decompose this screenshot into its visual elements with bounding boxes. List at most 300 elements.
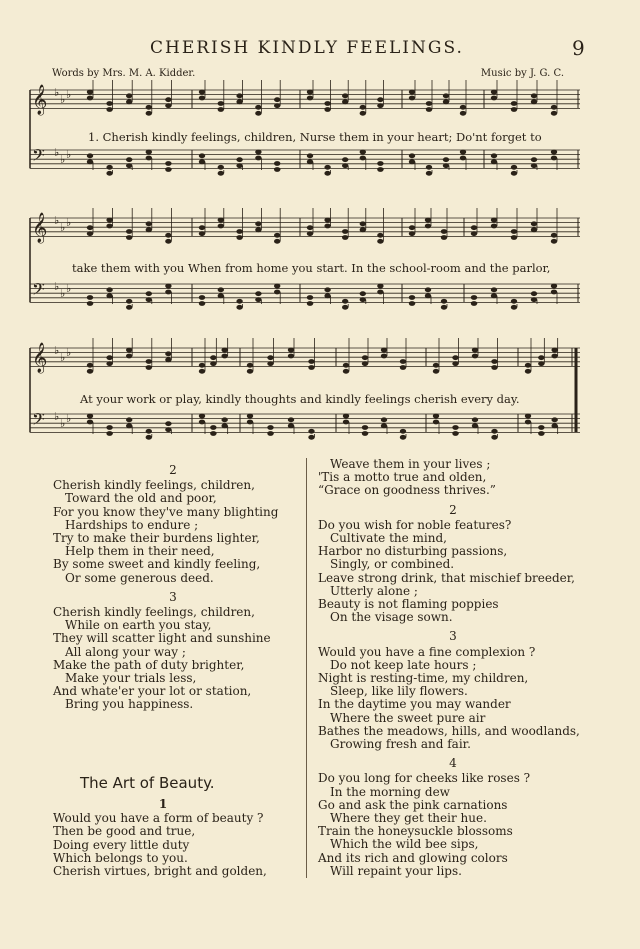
note-head [511,299,517,304]
note-head [106,165,112,170]
flat-icon: ♭ [54,214,60,227]
note-head [324,107,330,112]
note-head [443,157,449,162]
note-head [324,224,330,229]
note-head [342,229,348,234]
flat-icon: ♭ [60,417,66,430]
note-head [87,363,93,368]
verse-line: Where the sweet pure air [330,710,486,725]
note-head [274,167,280,172]
note-head [274,103,280,108]
note-head [441,235,447,240]
note-head [126,93,132,98]
note-head [165,357,171,362]
verse-line: Doing every little duty [53,837,190,852]
note-head [255,111,261,116]
flat-icon: ♭ [60,221,66,234]
flat-icon: ♭ [60,93,66,106]
note-head [87,301,93,306]
note-head [106,107,112,112]
note-head [343,363,349,368]
note-head [247,363,253,368]
verses-right-column [318,458,588,878]
note-head [538,361,544,366]
note-head [247,369,253,374]
note-head [525,369,531,374]
note-head [236,99,242,104]
note-head [87,369,93,374]
flat-icon: ♭ [66,346,72,359]
note-head [87,231,93,236]
note-head [199,231,205,236]
note-head [218,287,224,292]
note-head [452,361,458,366]
note-head [511,107,517,112]
note-head [381,348,387,353]
note-head [400,435,406,440]
note-head [531,221,537,226]
note-head [531,157,537,162]
note-head [307,301,313,306]
flat-icon: ♭ [54,146,60,159]
flat-icon: ♭ [60,287,66,300]
note-head [362,425,368,430]
note-head [471,301,477,306]
note-head [199,369,205,374]
note-head [236,235,242,240]
note-head [324,165,330,170]
note-head [87,159,93,164]
note-head [307,96,313,101]
note-head [308,435,314,440]
verse-line: And whate'er your lot or station, [53,684,252,699]
bass-clef-icon: 𝄢 [32,145,45,169]
note-head [274,161,280,166]
note-head [255,291,261,296]
verse-line: All along your way ; [65,644,186,659]
note-head [236,157,242,162]
verse-line: Do you wish for noble features? [318,517,512,532]
note-head [452,431,458,436]
note-head [377,97,383,102]
note-head [551,417,557,422]
note-head [409,225,415,230]
note-head [288,417,294,422]
note-head [531,99,537,104]
verse-line: Utterly alone ; [330,583,418,598]
note-head [218,101,224,106]
note-head [342,235,348,240]
note-head [433,420,439,425]
note-head [106,431,112,436]
note-head [381,417,387,422]
note-head [472,354,478,359]
note-head [199,90,205,95]
note-head [471,225,477,230]
note-head [146,359,152,364]
note-head [452,355,458,360]
verse-line: Bring you happiness. [65,697,194,712]
note-head [511,305,517,310]
note-head [307,153,313,158]
note-head [106,287,112,292]
note-head [460,111,466,116]
note-head [491,96,497,101]
page-number: 9 [572,36,585,60]
verse-line: For you know they've many blighting [53,504,279,519]
note-head [472,423,478,428]
note-head [377,103,383,108]
treble-clef-icon: 𝄞 [32,213,48,243]
note-head [538,355,544,360]
note-head [210,425,216,430]
note-head [409,96,415,101]
note-head [400,359,406,364]
note-head [199,301,205,306]
note-head [525,363,531,368]
note-head [441,305,447,310]
note-head [551,111,557,116]
note-head [400,429,406,434]
stanza-number: 3 [169,589,177,604]
column-divider [306,458,307,878]
flat-icon: ♭ [60,351,66,364]
stanza-number: 2 [449,502,457,517]
note-head [324,287,330,292]
verse-line: Beauty is not flaming poppies [318,597,499,612]
note-head [409,153,415,158]
note-head [126,299,132,304]
note-head [360,111,366,116]
note-head [409,301,415,306]
verse-line: By some sweet and kindly feeling, [53,557,261,572]
note-head [126,229,132,234]
note-head [165,421,171,426]
note-head [426,107,432,112]
note-head [360,221,366,226]
note-head [324,171,330,176]
note-head [199,420,205,425]
note-head [255,297,261,302]
music-credit: Music by J. G. C. [480,68,564,79]
note-head [199,159,205,164]
note-head [267,361,273,366]
note-head [471,231,477,236]
verse-line: Do not keep late hours ; [330,657,477,672]
note-head [433,414,439,419]
lyric-line-2: take them with you When from home you start. In the school-room and the parlor, [72,261,551,275]
note-head [491,90,497,95]
note-head [236,163,242,168]
flat-icon: ♭ [66,88,72,101]
verse-line: On the visage sown. [330,610,453,625]
note-head [255,156,261,161]
note-head [165,427,171,432]
note-head [267,355,273,360]
note-head [342,305,348,310]
note-head [342,99,348,104]
note-head [472,348,478,353]
verse-line: Harbor no disturbing passions, [318,544,508,559]
note-head [221,423,227,428]
note-head [274,239,280,244]
note-head [274,290,280,295]
note-head [307,231,313,236]
note-head [236,299,242,304]
flat-icon: ♭ [60,153,66,166]
note-head [377,239,383,244]
note-head [274,97,280,102]
note-head [360,227,366,232]
flat-icon: ♭ [54,410,60,423]
note-head [525,420,531,425]
note-head [126,354,132,359]
note-head [342,163,348,168]
verse-line: Growing fresh and fair. [330,737,471,752]
note-head [308,365,314,370]
flat-icon: ♭ [66,282,72,295]
note-head [409,159,415,164]
note-head [360,105,366,110]
note-head [218,171,224,176]
note-head [236,229,242,234]
flat-icon: ♭ [54,280,60,293]
verse-line: Make your trials less, [65,671,197,686]
note-head [425,287,431,292]
note-head [106,361,112,366]
verse-line: Do you long for cheeks like roses ? [318,771,531,786]
note-head [126,99,132,104]
note-head [531,297,537,302]
note-head [218,293,224,298]
verse-line: Help them in their need, [65,544,215,559]
note-head [199,363,205,368]
note-head [308,429,314,434]
note-head [324,101,330,106]
note-head [425,293,431,298]
verses-left-column [53,458,293,712]
note-head [126,417,132,422]
note-head [126,423,132,428]
note-head [400,365,406,370]
note-head [126,348,132,353]
note-head [126,305,132,310]
note-head [199,153,205,158]
note-head [199,96,205,101]
note-head [236,93,242,98]
note-head [425,224,431,229]
note-head [199,225,205,230]
note-head [491,224,497,229]
note-head [126,235,132,240]
stanza-number: 3 [449,629,457,644]
note-head [288,423,294,428]
note-head [307,159,313,164]
note-head [247,414,253,419]
note-head [362,355,368,360]
note-head [255,227,261,232]
note-head [274,233,280,238]
note-head [531,291,537,296]
note-head [106,101,112,106]
note-head [511,171,517,176]
note-head [106,171,112,176]
stanza-number: 1 [158,797,168,811]
note-head [452,425,458,430]
note-head [377,161,383,166]
note-head [288,348,294,353]
note-head [126,157,132,162]
note-head [531,227,537,232]
note-head [342,299,348,304]
note-head [218,224,224,229]
note-head [538,431,544,436]
note-head [491,293,497,298]
verse-line: They will scatter light and sunshine [53,631,271,646]
note-head [551,233,557,238]
note-head [531,93,537,98]
note-head [146,297,152,302]
note-head [199,295,205,300]
note-head [165,233,171,238]
note-head [165,161,171,166]
note-head [210,361,216,366]
stanza-number: 4 [449,756,457,771]
bass-clef-icon: 𝄢 [32,409,45,433]
note-head [218,107,224,112]
beauty-title: The Art of Beauty. [80,774,215,792]
note-head [381,423,387,428]
note-head [426,165,432,170]
note-head [511,235,517,240]
verse-line: While on earth you stay, [65,618,212,633]
note-head [491,159,497,164]
note-head [342,93,348,98]
note-head [342,157,348,162]
note-head [511,101,517,106]
note-head [409,295,415,300]
note-head [472,417,478,422]
music-score [0,0,640,460]
note-head [221,417,227,422]
note-head [255,105,261,110]
treble-clef-icon: 𝄞 [32,85,48,115]
note-head [165,103,171,108]
note-head [441,229,447,234]
verse-line: Train the honeysuckle blossoms [318,824,513,839]
note-head [324,218,330,223]
note-head [551,354,557,359]
note-head [443,163,449,168]
note-head [307,225,313,230]
note-head [433,369,439,374]
verse-line: Night is resting-time, my children, [318,671,529,686]
note-head [146,156,152,161]
note-head [146,111,152,116]
note-head [255,150,261,155]
note-head [126,163,132,168]
note-head [210,431,216,436]
note-head [460,105,466,110]
note-head [460,150,466,155]
verse-line: Will repaint your lips. [330,863,462,878]
note-head [146,291,152,296]
verse-line: Leave strong drink, that mischief breeder, [318,570,575,585]
note-head [441,299,447,304]
note-head [531,163,537,168]
bass-clef-icon: 𝄢 [32,279,45,303]
note-head [525,414,531,419]
note-head [165,284,171,289]
note-head [538,425,544,430]
note-head [87,153,93,158]
note-head [307,90,313,95]
note-head [210,355,216,360]
stanza-number: 2 [169,463,177,477]
flat-icon: ♭ [54,86,60,99]
note-head [491,287,497,292]
verse-line: Which belongs to you. [53,850,188,865]
note-head [106,218,112,223]
verse-line: Hardships to endure ; [65,517,199,532]
note-head [551,239,557,244]
note-head [443,99,449,104]
lyric-line-1: 1. Cherish kindly feelings, children, Nurse them in your heart; Do'nt forget to [88,130,542,144]
note-head [106,425,112,430]
note-head [106,355,112,360]
note-head [247,420,253,425]
note-head [236,305,242,310]
flat-icon: ♭ [66,148,72,161]
note-head [360,297,366,302]
verse-line: Sleep, like lily flowers. [330,684,468,699]
note-head [146,105,152,110]
note-head [221,354,227,359]
note-head [471,295,477,300]
note-head [308,359,314,364]
note-head [87,295,93,300]
note-head [443,93,449,98]
note-head [551,348,557,353]
note-head [491,365,497,370]
note-head [551,284,557,289]
note-head [433,363,439,368]
beauty-stanza-1 [53,798,303,878]
verse-line: Bathes the meadows, hills, and woodlands, [318,723,580,738]
verse-line: Cherish kindly feelings, children, [53,605,255,620]
note-head [426,171,432,176]
note-head [426,101,432,106]
note-head [343,369,349,374]
note-head [460,156,466,161]
verse-line: Would you have a fine complexion ? [318,644,536,659]
verse-line: Weave them in your lives ; [330,457,491,471]
note-head [362,361,368,366]
note-head [425,218,431,223]
note-head [377,167,383,172]
note-head [551,156,557,161]
verse-line: Or some generous deed. [65,570,214,585]
verse-line: Go and ask the pink carnations [318,797,508,812]
verse-line: Toward the old and poor, [65,491,217,506]
note-head [409,90,415,95]
note-head [87,414,93,419]
note-head [146,429,152,434]
verse-line: Singly, or combined. [330,557,455,572]
note-head [218,218,224,223]
note-head [409,231,415,236]
note-head [307,295,313,300]
